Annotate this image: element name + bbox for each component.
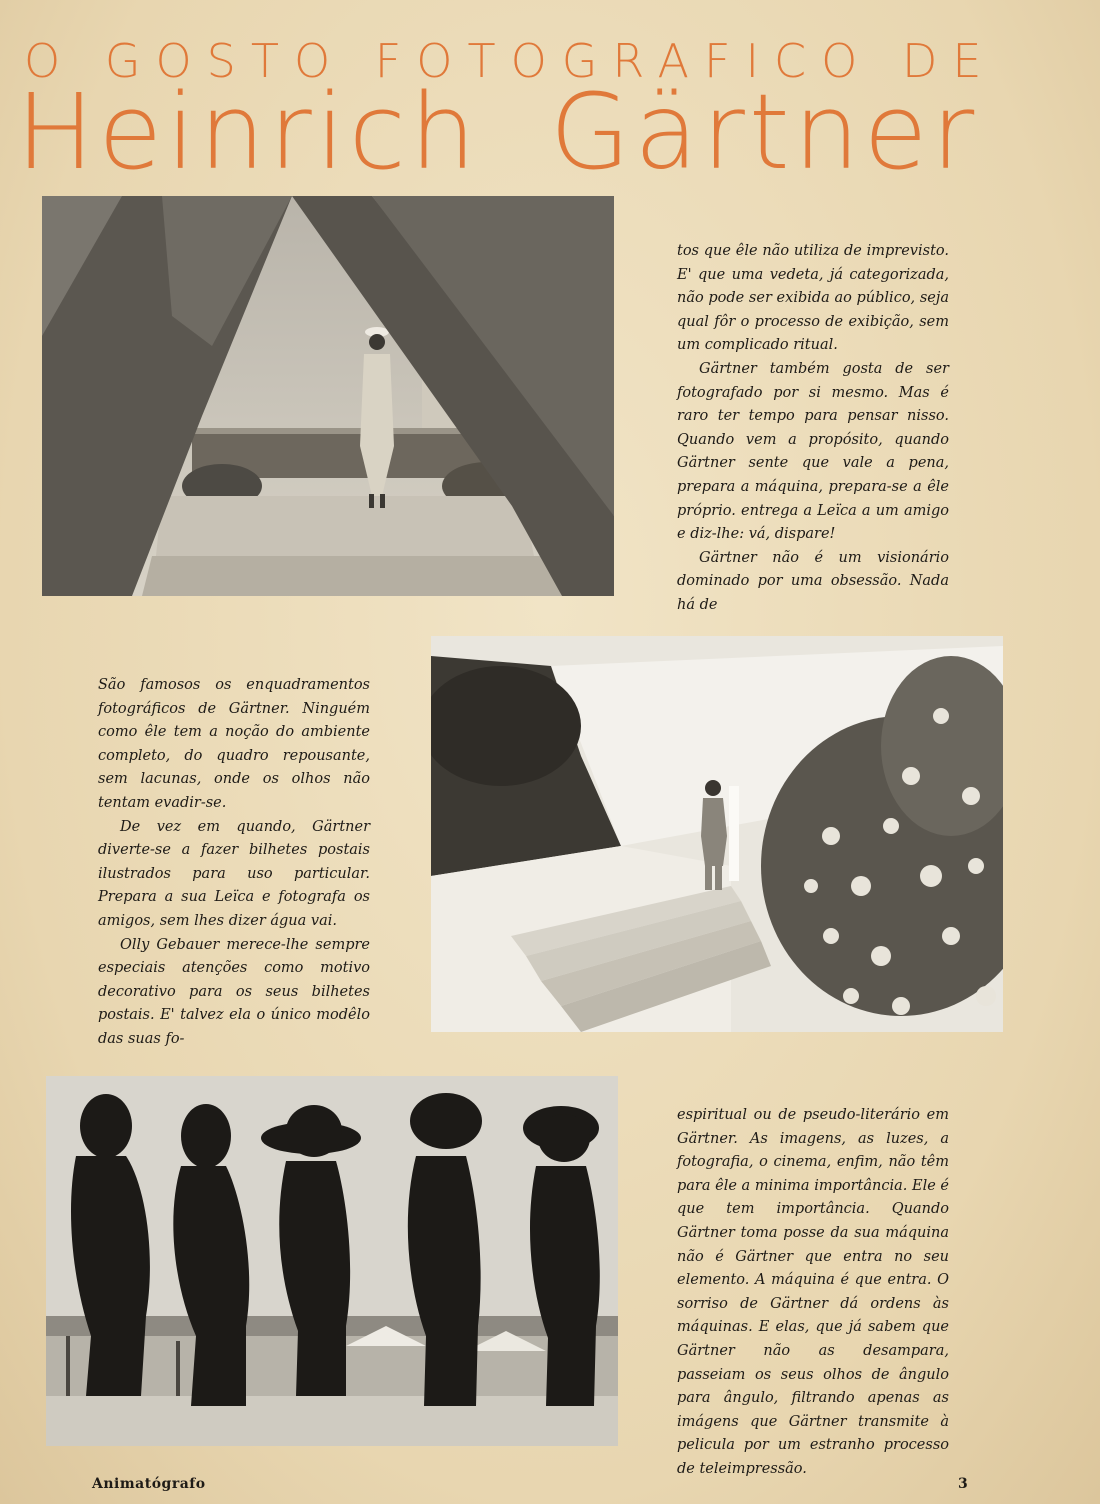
photo-icon <box>42 196 614 596</box>
photo-icon <box>431 636 1003 1032</box>
text-column-right-bottom <box>677 1104 949 1482</box>
text-column-left-middle <box>98 674 370 1052</box>
text-column-right-top <box>677 240 949 618</box>
paragraph: São famosos os enquadramentos fotográficos de Gärtner. Ninguém como êle tem a noção do ambiente completo, do quadro repousante, sem lacunas, onde os olhos não tentam evadir-se. <box>98 677 370 811</box>
photo-man-by-flowering-wall <box>431 636 1003 1032</box>
photo-woman-framed-by-legs <box>42 196 614 596</box>
paragraph: De vez em quando, Gärtner diverte-se a fazer bilhetes postais ilustrados para uso particular. Prepara a sua Leïca e fotografa os amigos, sem lhes dizer água vai. <box>98 818 370 929</box>
paragraph: Gärtner também gosta de ser fotografado por si mesmo. Mas é raro ter tempo para pensar nisso. Quando vem a propósito, quando Gärtner sente que vale a pena, prepara a máquina, prepara-se a êle próprio. entrega a Leïca a um amigo e diz-lhe: vá, dispare! <box>677 360 949 543</box>
paragraph: espiritual ou de pseudo-literário em Gärtner. As imagens, as luzes, a fotografia, o cinema, enfim, não têm para êle a minima importância. Ele é que tem importância. Quando Gärtner toma posse da sua máquina não é Gärtner que entra no seu elemento. A máquina é que entra. O sorriso de Gärtner dá ordens às máquinas. E elas, que já sabem que Gärtner não as desampara, passeiam os seus olhos de ângulo para ângulo, filtrando apenas as imágens que Gärtner transmite à pelicula por um estranho processo de teleimpressão. <box>677 1107 949 1477</box>
paragraph: Gärtner não é um visionário dominado por uma obsessão. Nada há de <box>677 549 949 613</box>
page-number: 3 <box>958 1476 968 1492</box>
paragraph: Olly Gebauer merece-lhe sempre especiais atenções como motivo decorativo para os seus bilhetes postais. E' talvez ela o único modêlo das suas fo- <box>98 936 370 1047</box>
photo-silhouettes-on-beach <box>46 1076 618 1446</box>
title-first-name: Heinrich <box>16 71 480 193</box>
photo-icon <box>46 1076 618 1446</box>
title-last-name: Gärtner <box>549 71 979 193</box>
title-line-2 <box>16 71 1016 193</box>
paragraph: tos que êle não utiliza de imprevisto. E' que uma vedeta, já categorizada, não pode ser exibida ao público, seja qual fôr o processo de exibição, sem um complicado ritual. <box>677 243 949 354</box>
magazine-name: Animatógrafo <box>92 1476 206 1492</box>
title-line-1: O GOSTO FOTOGRAFICO DE <box>24 34 997 88</box>
